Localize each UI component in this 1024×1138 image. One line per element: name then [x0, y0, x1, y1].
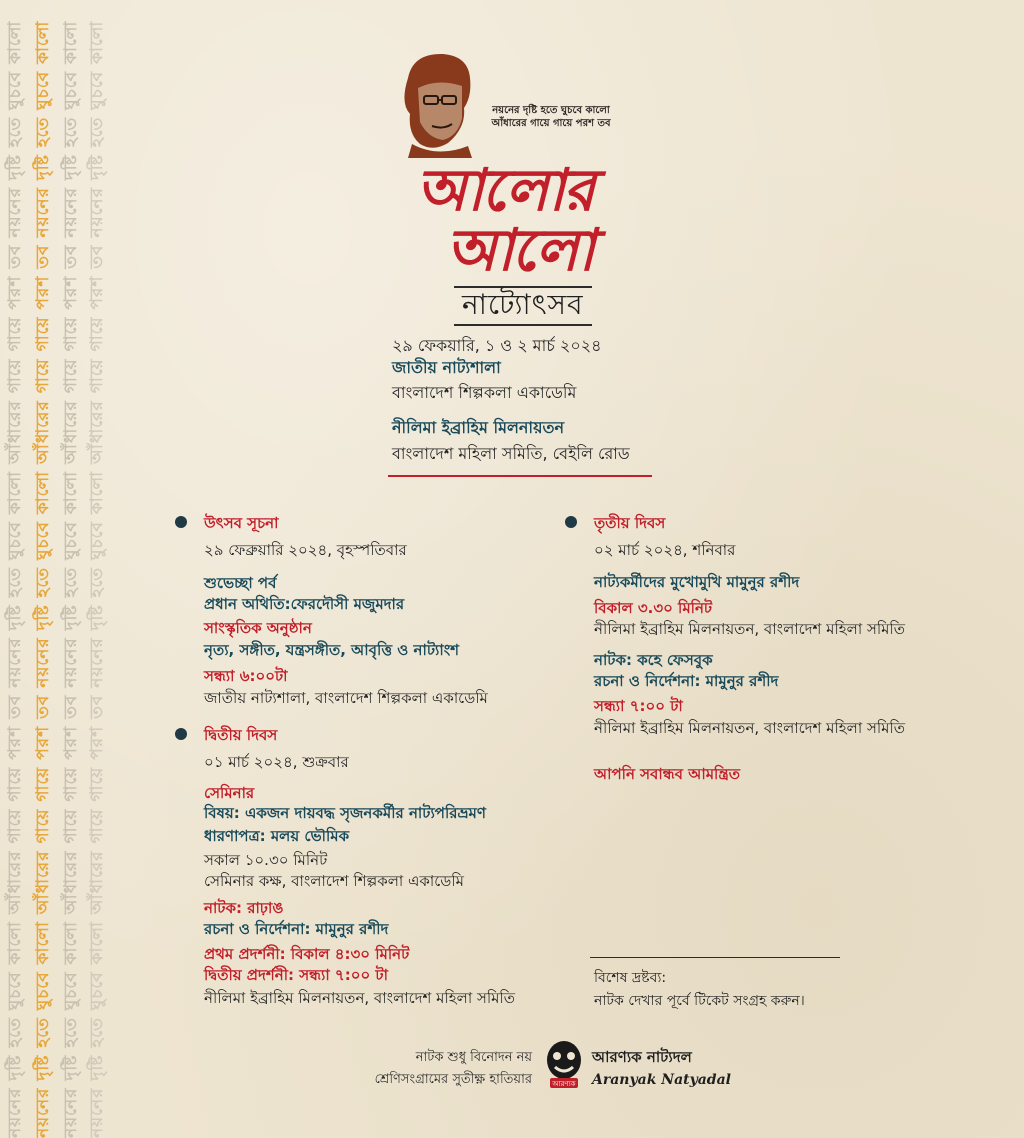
day3-date: ০২ মার্চ ২০২৪, শনিবার [594, 541, 736, 559]
tagline-line1: নয়নের দৃষ্টি হতে ঘুচবে কালো [492, 105, 610, 116]
aranyak-mask-logo-icon [544, 1040, 584, 1090]
portrait-illustration [388, 48, 488, 158]
invitation-text: আপনি সবান্ধব আমন্ত্রিত [594, 765, 740, 783]
side-strip-3 [60, 0, 86, 1138]
day2-play: নাটক: রাঢ়াঙ [204, 899, 284, 917]
day1-time: সন্ধ্যা ৬:০০টা [204, 667, 288, 685]
day3-direction: রচনা ও নির্দেশনা: মামুনুর রশীদ [594, 672, 779, 690]
notice-divider [590, 957, 840, 958]
title-line1: আলোর [416, 156, 593, 224]
logo-badge-text: আরণ্যক [552, 1080, 576, 1088]
day3-play-place: নীলিমা ইব্রাহিম মিলনায়তন, বাংলাদেশ মহিলা সমিতি [594, 719, 906, 737]
day1-cultural-items: নৃত্য, সঙ্গীত, যন্ত্রসঙ্গীত, আবৃত্তি ও নাট্যাংশ [204, 641, 460, 659]
day2-seminar: সেমিনার [204, 784, 255, 802]
day1-heading: উৎসব সূচনা [204, 514, 279, 532]
day3-event: নাট্যকর্মীদের মুখোমুখি মামুনুর রশীদ [594, 573, 800, 591]
festival-dates: ২৯ ফেকয়ারি, ১ ও ২ মার্চ ২০২৪ [392, 336, 602, 355]
day2-seminar-time: সকাল ১০.৩০ মিনিট [204, 851, 328, 869]
bullet-dot [175, 728, 187, 740]
side-strip-1 [4, 0, 30, 1138]
day1-greeting: শুভেচ্ছা পর্ব [204, 574, 277, 592]
day3-heading: তৃতীয় দিবস [594, 514, 666, 532]
day3-event-time: বিকাল ৩.৩০ মিনিট [594, 599, 713, 617]
festival-title: নাট্যোৎসব [462, 288, 584, 321]
day1-place: জাতীয় নাট্যশালা, বাংলাদেশ শিল্পকলা একাডেমি [204, 689, 488, 707]
day2-direction: রচনা ও নির্দেশনা: মামুনুর রশীদ [204, 920, 389, 938]
side-strip-text: নয়নের দৃষ্টি হতে ঘুচবে কালো আঁধারের গায়ে গায়ে পরশ তব নয়নের দৃষ্টি হতে ঘুচবে কালো আঁধারের গায়ে গায়ে পরশ তব নয়নের দৃষ্টি হতে ঘুচবে কালো [5, 20, 25, 1138]
tagline [466, 104, 636, 130]
bullet-dot [565, 516, 577, 528]
bullet-dot [175, 516, 187, 528]
day2-date: ০১ মার্চ ২০২৪, শুক্রবার [204, 753, 349, 771]
side-strip-text: নয়নের দৃষ্টি হতে ঘুচবে কালো আঁধারের গায়ে গায়ে পরশ তব নয়নের দৃষ্টি হতে ঘুচবে কালো আঁধারের গায়ে গায়ে পরশ তব নয়নের দৃষ্টি হতে ঘুচবে কালো [87, 20, 107, 1138]
venue1-org: বাংলাদেশ শিল্পকলা একাডেমি [392, 383, 577, 402]
motto-line1: নাটক শুধু বিনোদন নয় [415, 1050, 532, 1065]
logo-english: Aranyak Natyadal [592, 1072, 731, 1088]
title-line2: আলো [446, 216, 593, 284]
venue2-org: বাংলাদেশ মহিলা সমিতি, বেইলি রোড [392, 444, 630, 463]
day2-topic: বিষয়: একজন দায়বদ্ধ সৃজনকর্মীর নাট্যপরিভ্রমণ [204, 804, 486, 822]
tagline-line2: আঁধারের গায়ে গায়ে পরশ তব [491, 118, 611, 129]
day2-heading: দ্বিতীয় দিবস [204, 726, 278, 744]
day2-show2: দ্বিতীয় প্রদর্শনী: সন্ধ্যা ৭:০০ টা [204, 966, 388, 984]
day3-play-time: সন্ধ্যা ৭:০০ টা [594, 697, 683, 715]
festival-box [454, 286, 592, 326]
motto [320, 1047, 532, 1091]
logo-bangla: আরণ্যক নাট্যদল [592, 1048, 692, 1066]
venue1-name: জাতীয় নাট্যশালা [392, 358, 501, 377]
divider-red [388, 475, 652, 477]
venue2-name: নীলিমা ইব্রাহিম মিলনায়তন [392, 418, 565, 437]
day3-event-place: নীলিমা ইব্রাহিম মিলনায়তন, বাংলাদেশ মহিলা সমিতি [594, 620, 906, 638]
day1-chief-guest: প্রধান অথিতি:ফেরদৌসী মজুমদার [204, 595, 405, 613]
motto-line2: শ্রেণিসংগ্রামের সুতীক্ষ্ণ হাতিয়ার [374, 1072, 532, 1087]
day1-cultural: সাংস্কৃতিক অনুষ্ঠান [204, 619, 312, 637]
day3-play: নাটক: কহে ফেসবুক [594, 651, 713, 669]
day2-paper: ধারণাপত্র: মলয় ভৌমিক [204, 827, 350, 845]
day2-show1: প্রথম প্রদর্শনী: বিকাল ৪:৩০ মিনিট [204, 945, 410, 963]
side-strip-2 [32, 0, 58, 1138]
day2-place: নীলিমা ইব্রাহিম মিলনায়তন, বাংলাদেশ মহিলা সমিতি [204, 989, 516, 1007]
side-strip-text: নয়নের দৃষ্টি হতে ঘুচবে কালো আঁধারের গায়ে গায়ে পরশ তব নয়নের দৃষ্টি হতে ঘুচবে কালো আঁধারের গায়ে গায়ে পরশ তব নয়নের দৃষ্টি হতে ঘুচবে কালো [61, 20, 81, 1138]
side-strip-4 [86, 0, 112, 1138]
day2-seminar-place: সেমিনার কক্ষ, বাংলাদেশ শিল্পকলা একাডেমি [204, 872, 464, 890]
notice-label: বিশেষ দ্রষ্টব্য: [594, 970, 667, 986]
day1-date: ২৯ ফেব্রুয়ারি ২০২৪, বৃহস্পতিবার [204, 541, 407, 559]
notice-text: নাটক দেখার পূর্বে টিকেট সংগ্রহ করুন। [594, 993, 805, 1009]
side-strip-text: নয়নের দৃষ্টি হতে ঘুচবে কালো আঁধারের গায়ে গায়ে পরশ তব নয়নের দৃষ্টি হতে ঘুচবে কালো আঁধারের গায়ে গায়ে পরশ তব নয়নের দৃষ্টি হতে ঘুচবে কালো [33, 20, 53, 1138]
